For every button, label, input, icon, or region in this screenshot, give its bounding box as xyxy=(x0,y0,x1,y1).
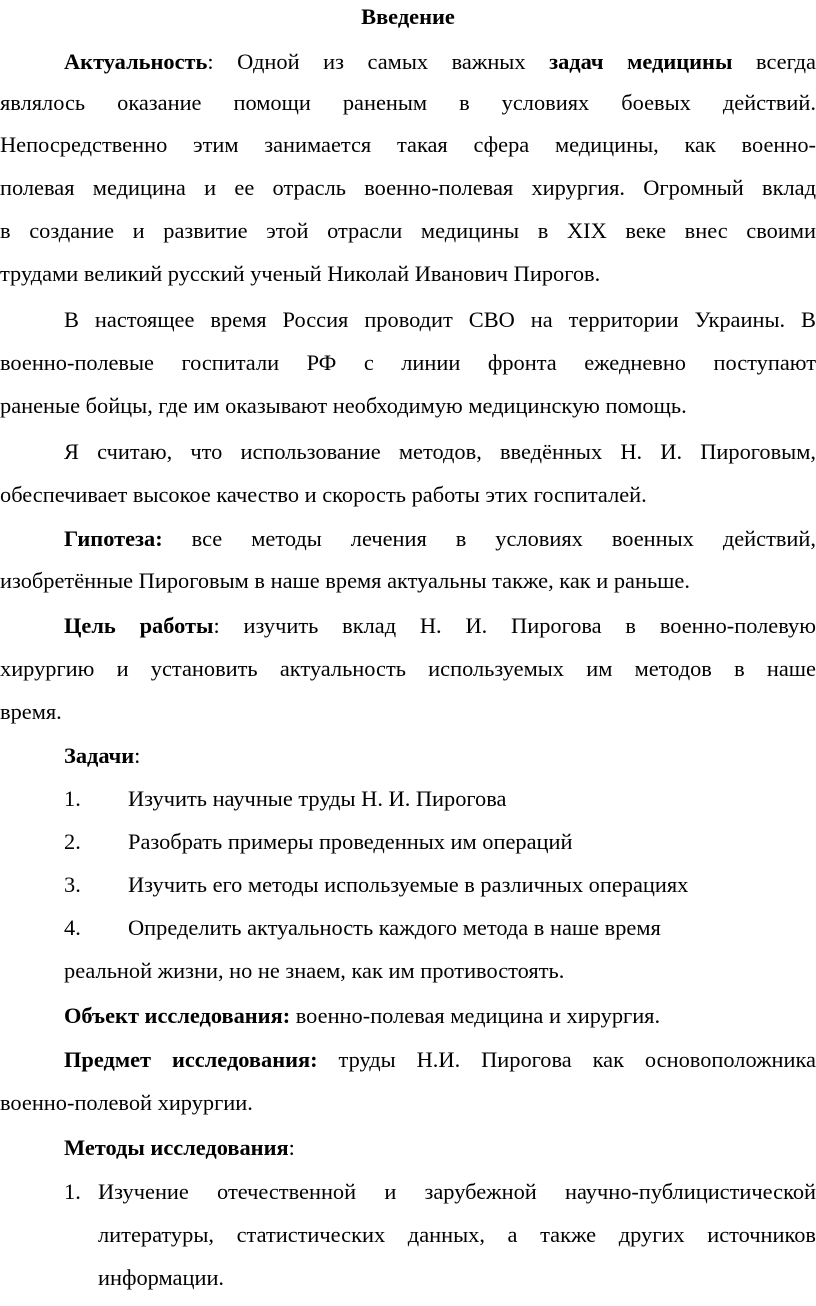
relevance-line-2: являлось оказание помощи раненым в условиях боевых действий. xyxy=(0,90,816,115)
task-item-2: 2. Разобрать примеры проведенных им операций xyxy=(64,829,573,854)
goal-label: Цель работы xyxy=(64,613,214,638)
object-line: Объект исследования: военно-полевая медицина и хирургия. xyxy=(64,1003,661,1028)
relevance-line-5: в создание и развитие этой отрасли медицины в XIX веке внес своими xyxy=(0,218,816,243)
method-item-1-line-3: информации. xyxy=(98,1265,225,1290)
subject-line-1: Предмет исследования: труды Н.И. Пирогова как основоположника xyxy=(64,1047,816,1072)
relevance-line-6: трудами великий русский ученый Николай Иванович Пирогов. xyxy=(0,261,601,286)
relevance-line-3: Непосредственно этим занимается такая сфера медицины, как военно- xyxy=(0,132,816,157)
para3-line-2: обеспечивает высокое качество и скорость работы этих госпиталей. xyxy=(0,482,647,507)
para2-line-3: раненые бойцы, где им оказывают необходимую медицинскую помощь. xyxy=(0,393,687,418)
task-item-4: 4. Определить актуальность каждого метода в наше время xyxy=(64,915,661,940)
para2-line-2: военно-полевые госпитали РФ с линии фронта ежедневно поступают xyxy=(0,350,816,375)
relevance-line-4: полевая медицина и ее отрасль военно-полевая хирургия. Огромный вклад xyxy=(0,175,816,200)
object-label: Объект исследования: xyxy=(64,1003,291,1028)
goal-line-3: время. xyxy=(0,699,62,724)
method-item-1-line-2: литературы, статистических данных, а также других источников xyxy=(98,1222,816,1247)
hypothesis-line-2: изобретённые Пироговым в наше время актуальны также, как и раньше. xyxy=(0,568,690,593)
subject-line-2: военно-полевой хирургии. xyxy=(0,1090,253,1115)
hypothesis-label: Гипотеза: xyxy=(64,526,163,551)
relevance-line-1: Актуальность: Одной из самых важных задач медицины всегда xyxy=(64,49,816,74)
task-item-3: 3. Изучить его методы используемые в различных операциях xyxy=(64,872,689,897)
subject-label: Предмет исследования: xyxy=(64,1047,318,1072)
task-item-1: 1. Изучить научные труды Н. И. Пирогова xyxy=(64,786,507,811)
hypothesis-line-1: Гипотеза: все методы лечения в условиях военных действий, xyxy=(64,526,816,551)
medicine-tasks-emphasis: задач медицины xyxy=(549,49,733,74)
tasks-heading: Задачи: xyxy=(64,743,141,768)
goal-line-2: хирургию и установить актуальность используемых им методов в наше xyxy=(0,656,816,681)
relevance-label: Актуальность xyxy=(64,49,208,74)
para3-line-1: Я считаю, что использование методов, введённых Н. И. Пироговым, xyxy=(64,439,816,464)
document-title: Введение xyxy=(361,4,455,29)
task-continuation: реальной жизни, но не знаем, как им противостоять. xyxy=(64,958,565,983)
goal-line-1: Цель работы: изучить вклад Н. И. Пирогова в военно-полевую xyxy=(64,613,816,638)
para2-line-1: В настоящее время Россия проводит СВО на территории Украины. В xyxy=(64,307,816,332)
methods-heading: Методы исследования: xyxy=(64,1135,295,1160)
method-item-1: 1. Изучение отечественной и зарубежной научно-публицистической xyxy=(64,1179,816,1204)
